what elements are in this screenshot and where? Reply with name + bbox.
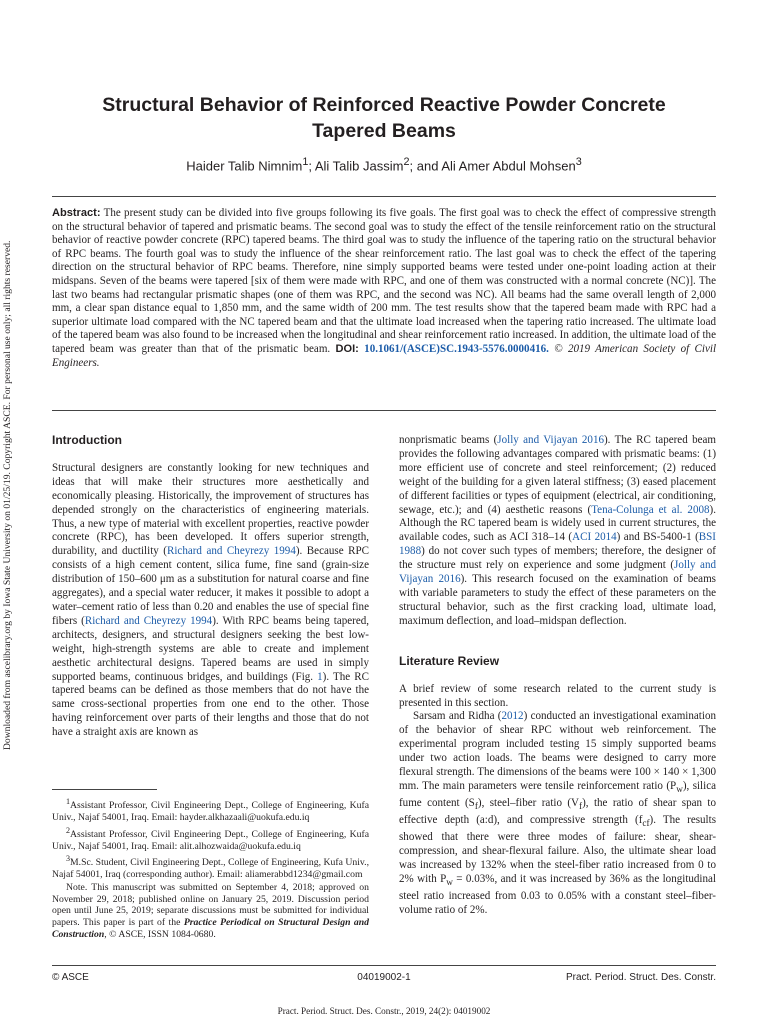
abstract-label: Abstract: — [52, 207, 101, 219]
paper-title — [40, 92, 728, 144]
citation-link[interactable]: BSI 1988 — [399, 531, 716, 558]
author-2-affil: 2 — [403, 156, 410, 168]
citation-link[interactable]: ACI 2014 — [572, 531, 617, 544]
figure-link[interactable]: 1 — [317, 670, 323, 683]
footnote-2 — [52, 825, 369, 853]
doi-link[interactable]: 10.1061/(ASCE)SC.1943-5576.0000416. — [364, 342, 549, 355]
footnote-number: 2 — [66, 825, 71, 835]
body-text: ). The results showed that there were three modes of failure: shear, shear-compression, and shear-flexural failure. Also, the ultimate shear load was increased by 132% when the steel-fiber ratio increased from 0 to 2% with P — [399, 814, 716, 885]
subscript: f — [579, 801, 583, 812]
footnotes — [52, 796, 369, 941]
citation-link[interactable]: Jolly and Vijayan 2016 — [497, 434, 604, 446]
abstract — [52, 207, 716, 370]
footnote-3 — [52, 853, 369, 881]
subscript: f — [474, 801, 478, 812]
body-text: ). This research focused on the examination of beams with variable parameters to study the effect of these parameters on the structural behavior, such as the first cracking load, ultimate load, maximum deflection, and load–midspan deflection. — [399, 573, 716, 627]
citation-line: Pract. Period. Struct. Des. Constr., 2019, 24(2): 04019002 — [277, 1006, 491, 1016]
literature-review-heading: Literature Review — [399, 653, 500, 668]
footer-article-number: 04019002-1 — [357, 972, 411, 983]
body-text: nonprismatic beams ( — [399, 434, 498, 446]
body-text: Sarsam and Ridha ( — [413, 710, 502, 723]
abstract-bottom-rule — [52, 410, 716, 411]
page-footer — [52, 972, 716, 988]
footer-copyright: © ASCE — [52, 972, 89, 983]
citation-link[interactable]: Richard and Cheyrezy 1994 — [166, 545, 296, 558]
author-1-affil: 1 — [302, 156, 309, 168]
introduction-heading: Introduction — [52, 433, 122, 447]
footnote-text: Assistant Professor, Civil Engineering Dept., College of Engineering, Kufa Univ., Najaf 54001, Iraq. Email: hayder.alkhazaali@uokufa.edu.iq — [52, 800, 369, 823]
footnote-number: 3 — [66, 854, 71, 864]
body-text: ). Although the RC tapered beam is widely used in current structures, the available codes, such as ACI 318–14 ( — [399, 503, 716, 544]
body-text: ), silica fume content (S — [399, 779, 717, 810]
author-2: ; Ali Talib Jassim — [308, 158, 404, 174]
abstract-top-rule — [52, 196, 716, 197]
intro-text: ). With RPC beams being tapered, architects, designers, and structural designers seeking the best low-weight, high-strength systems are able to create and implement aesthetic architectural designs. Tapered beams are used in simply supported beams, continuous bridges, and buildings (Fig. — [52, 614, 370, 683]
note-text: Note. This manuscript was submitted on September 4, 2018; approved on November 29, 2018; published online on January 25, 2019. Discussion period open until June 25, 2019; separate discussions must be submitted for individual papers. This paper is part of the — [52, 881, 369, 929]
manuscript-note — [52, 882, 369, 941]
download-notice-text: Downloaded from ascelibrary.org by Iowa State University on 01/25/19. Copyright ASCE. For personal use only; all rights reserved. — [2, 240, 13, 750]
body-text: = 0.03%, and it was increased by 36% as the longitudinal steel ratio increased from 0.03 to 0.05% with a constant steel–fiber-volume ratio of 2%. — [399, 872, 716, 916]
footnote-text: M.Sc. Student, Civil Engineering Dept., College of Engineering, Kufa Univ., Najaf 54001, Iraq (corresponding author). Email: aliamerabbd1234@gmail.com — [52, 857, 369, 881]
download-watermark — [2, 230, 16, 750]
abstract-copyright: © 2019 American Society of Civil Engineers. — [52, 342, 717, 369]
footnote-rule — [52, 789, 157, 790]
author-1: Haider Talib Nimnim — [186, 158, 303, 174]
body-text: ), the ratio of shear span to effective depth (a:d), and compressive strength (f — [399, 797, 717, 827]
citation-link[interactable]: Tena-Colunga et al. 2008 — [591, 503, 710, 516]
subscript: w — [676, 784, 683, 795]
body-text: ) and BS-5400-1 ( — [616, 531, 699, 544]
literature-paragraph-2 — [399, 710, 716, 918]
title-line-1: Structural Behavior of Reinforced Reactive Powder Concrete — [102, 94, 666, 116]
citation-link[interactable]: 2012 — [501, 710, 524, 723]
author-3-affil: 3 — [575, 156, 582, 168]
subscript: cf — [642, 818, 650, 829]
footnote-number: 1 — [66, 797, 71, 806]
body-text: ) conducted an investigational examination of the behavior of shear RPC without web reinforcement. The experimental program included testing 15 simply supported beams under two action loads. The beams were designed to carry more flexural strength. The dimensions of the beams were 100 × 140 × 1,300 mm. The main parameters were tensile reinforcement ratio (P — [399, 710, 716, 792]
doi-label: DOI: — [335, 342, 359, 355]
subscript: w — [446, 877, 453, 888]
footer-journal: Pract. Period. Struct. Des. Constr. — [565, 972, 716, 983]
left-column — [52, 434, 369, 740]
footer-rule — [52, 965, 716, 966]
author-3: ; and Ali Amer Abdul Mohsen — [409, 158, 576, 174]
body-text: ) do not cover such types of members; therefore, the designer of the structure must rely on experience and some judgment ( — [399, 545, 716, 572]
author-list — [40, 156, 728, 173]
note-text: , © ASCE, ISSN 1084-0680. — [104, 928, 216, 940]
literature-paragraph-1: A brief review of some research related to the current study is presented in this section. — [399, 682, 716, 709]
body-text: ). The RC tapered beam provides the following advantages compared with prismatic beams: (1) more efficient use of concrete and steel reinforcement; (2) reduced weight of the building for a given lateral stiffness; (3) eased placement of different facilities or types of equipment (electrical, air conditioning, sewage, etc.); and (4) aesthetic reasons ( — [399, 434, 716, 516]
intro-text: Structural designers are constantly looking for new techniques and ideas that will make their structures more aesthetically and economically pleasing. Historically, the improvement of structures has depended strongly on the characteristics of engineering materials. Thus, a new type of material with excellent properties, reactive powder concrete (RPC), has been developed. It offers superior strength, durability, and ductility ( — [52, 461, 369, 558]
footnote-text: Assistant Professor, Civil Engineering Dept., College of Engineering, Kufa Univ., Najaf 54001, Iraq. Email: alit.alhozwaida@uokufa.edu.iq — [52, 828, 369, 852]
intro-continued-paragraph — [399, 434, 716, 629]
journal-name: Practice Periodical on Structural Design and Construction — [52, 917, 369, 940]
intro-text: ). The RC tapered beams can be defined as those members that do not have the same cross-sectional properties from one end to the other. Those having reinforcement over parts of their lengths and those that do not have a straight axis are known as — [52, 670, 369, 739]
intro-text: ). Because RPC consists of a high cement content, silica fume, fine sand (grain-size distribution of 150–600 μm as a substitution for natural coarse and fine aggregates), and a special water reducer, it makes it possible to adopt a water–cement ratio of less than 0.20 and enables the use of special fine fibers ( — [52, 545, 370, 627]
citation-link[interactable]: Richard and Cheyrezy 1994 — [84, 614, 213, 627]
footnote-1 — [52, 796, 369, 824]
abstract-text: The present study can be divided into five groups following its five goals. The first goal was to check the effect of compressive strength on the structural behavior of tapered and prismatic beams. The second goal was to study the effect of the tensile reinforcement ratio on the structural behavior of reactive powder concrete (RPC) tapered beams. The third goal was to study the influence of the tapering ratio on the structural behavior of RPC beams. The fourth goal was to study the influence of the shear reinforcement ratio. The last goal was to check the effect of the tapering direction on the structural behavior of RPC beams. Therefore, nine simply supported beams were tested under one-point loading action at their midspans. Seven of the beams were tapered [six of them were made with RPC, and one of them was constructed with a normal concrete (NC)]. The last two beams had rectangular prismatic shapes (one of them was RPC, and the second was NC). All beams had the same overall length of 2,000 mm, a clear span distance equal to 1,850 mm, and the same width of 200 mm. The test results show that the tapered beam made with RPC had a superior ultimate load compared with the NC tapered beam and that the ultimate load increased when the tapering ratio increased. The ultimate load of the tapered beam was also found to be increased when the longitudinal and shear reinforcement ratio increased. In addition, the ultimate load of the tapered beam was greater than that of the prismatic beam. — [52, 207, 717, 355]
title-line-2: Tapered Beams — [312, 120, 456, 142]
introduction-paragraph — [52, 462, 369, 740]
citation-link[interactable]: Jolly and Vijayan 2016 — [399, 559, 717, 586]
right-column — [399, 434, 716, 918]
body-text: ), steel–fiber ratio (V — [477, 797, 580, 810]
